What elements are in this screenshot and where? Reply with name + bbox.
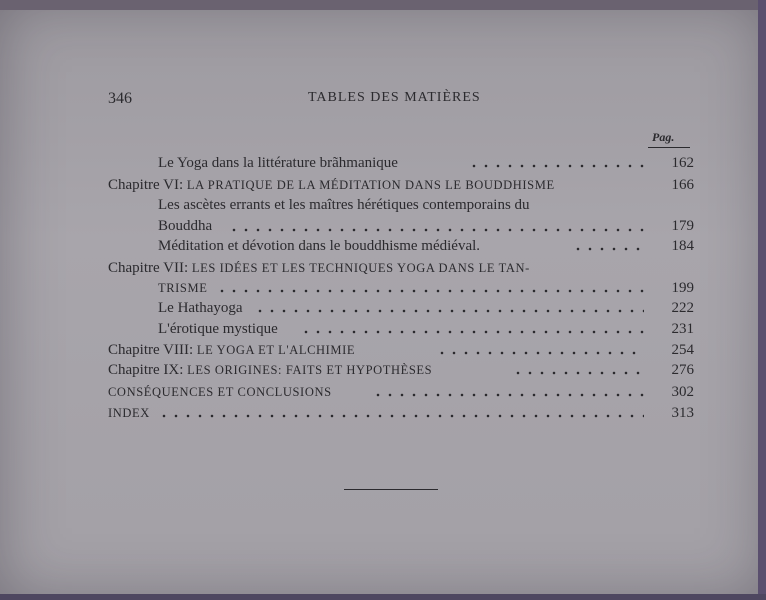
leader-dots	[572, 247, 644, 251]
toc-entry-continuation	[158, 280, 207, 297]
toc-chapter-entry	[108, 362, 432, 379]
leader-dots	[228, 228, 644, 232]
page-number: 346	[108, 90, 132, 107]
page-column-label: Pag.	[652, 130, 675, 144]
leader-dots	[436, 351, 644, 355]
end-rule	[344, 489, 438, 490]
chapter-prefix: Chapitre VII:	[108, 260, 189, 276]
toc-entry	[108, 405, 150, 422]
toc-entry	[108, 384, 332, 401]
leader-dots	[372, 393, 644, 397]
page-edge-top	[0, 0, 766, 10]
toc-page-number: 254	[671, 342, 694, 358]
toc-page-number: 313	[671, 405, 694, 421]
chapter-title: LA PRATIQUE DE LA MÉDITATION DANS LE BOUDDHISME	[186, 178, 555, 192]
toc-entry-continuation: Bouddha	[158, 218, 213, 234]
toc-page-number: 162	[671, 155, 694, 171]
toc-chapter-entry	[108, 177, 555, 194]
running-head: TABLES DES MATIÈRES	[308, 90, 481, 105]
toc-page-number: 179	[671, 218, 694, 234]
toc-chapter-entry	[108, 342, 355, 359]
chapter-prefix: Chapitre IX:	[108, 362, 184, 378]
chapter-prefix: Chapitre VIII:	[108, 342, 194, 358]
leader-dots	[216, 289, 644, 293]
chapter-title: LE YOGA ET L'ALCHIMIE	[196, 343, 356, 357]
toc-entry: Les ascètes errants et les maîtres hérétiques contemporains du	[158, 197, 530, 213]
chapter-prefix: Chapitre VI:	[108, 177, 184, 193]
toc-page-number: 199	[671, 280, 694, 296]
page-column-rule	[648, 147, 690, 148]
chapter-title: LES ORIGINES: FAITS ET HYPOTHÈSES	[187, 363, 433, 377]
leader-dots	[468, 164, 644, 168]
toc-entry: Le Yoga dans la littérature brãhmanique	[158, 155, 398, 171]
leader-dots	[512, 371, 644, 375]
chapter-title-continuation: TRISME	[158, 281, 208, 295]
toc-page-number: 184	[671, 238, 694, 254]
toc-page-number: 276	[671, 362, 694, 378]
section-title: INDEX	[108, 406, 150, 420]
toc-chapter-entry	[108, 260, 530, 277]
leader-dots	[158, 414, 644, 418]
toc-page-number: 231	[671, 321, 694, 337]
page-edge-right	[758, 0, 766, 600]
toc-entry: L'érotique mystique	[158, 321, 278, 337]
section-title: CONSÉQUENCES ET CONCLUSIONS	[108, 385, 332, 399]
toc-entry: Méditation et dévotion dans le bouddhisme médiéval.	[158, 238, 481, 254]
page-edge-bottom	[0, 594, 766, 600]
toc-page-number: 222	[671, 300, 694, 316]
leader-dots	[254, 309, 644, 313]
toc-page-number: 166	[671, 177, 694, 193]
toc-page-number: 302	[671, 384, 694, 400]
leader-dots	[300, 330, 644, 334]
chapter-title: LES IDÉES ET LES TECHNIQUES YOGA DANS LE TAN-	[191, 261, 530, 275]
toc-entry: Le Hathayoga	[158, 300, 243, 316]
